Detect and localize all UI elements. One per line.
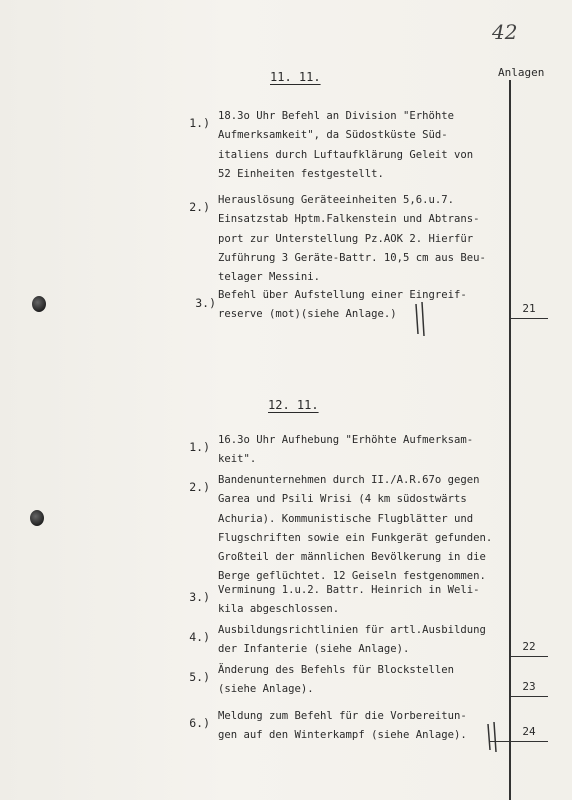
- item-number: 3.): [189, 590, 210, 604]
- pencil-tick-mark: [412, 300, 432, 340]
- anlage-number: 23: [522, 680, 536, 693]
- item-line: Änderung des Befehls für Blockstellen: [218, 664, 454, 676]
- item-line: Flugschriften sowie ein Funkgerät gefunden.: [218, 531, 493, 544]
- item-line: kila abgeschlossen.: [218, 603, 340, 616]
- item-line: Achuria). Kommunistische Flugblätter und: [218, 512, 474, 525]
- item-line: Berge geflüchtet. 12 Geiseln festgenommen.: [218, 570, 486, 583]
- item-number: 4.): [189, 630, 210, 644]
- item-line: 18.3o Uhr Befehl an Division "Erhöhte: [218, 110, 454, 122]
- item-line: Einsatzstab Hptm.Falkenstein und Abtrans-: [218, 213, 480, 226]
- item-line: Befehl über Aufstellung einer Eingreif-: [218, 289, 467, 301]
- page-number: 42: [492, 20, 518, 44]
- item-text: [218, 707, 467, 746]
- anlage-rule: [510, 656, 548, 657]
- section-date: 12. 11.: [268, 398, 319, 412]
- item-line: italiens durch Luftaufklärung Geleit von: [218, 148, 474, 161]
- item-line: 52 Einheiten festgestellt.: [218, 167, 384, 180]
- item-text: [218, 661, 454, 700]
- anlage-rule: [490, 741, 548, 742]
- item-text: [218, 107, 473, 184]
- item-line: Zuführung 3 Geräte-Battr. 10,5 cm aus Beu-: [218, 251, 486, 264]
- item-number: 2.): [189, 200, 210, 214]
- item-line: Aufmerksamkeit", da Südostküste Süd-: [218, 129, 448, 142]
- item-text: [218, 581, 480, 620]
- item-number: 6.): [189, 716, 210, 730]
- anlage-number: 22: [522, 640, 536, 653]
- anlage-rule: [510, 318, 548, 319]
- item-number: 5.): [189, 670, 210, 684]
- item-line: Meldung zum Befehl für die Vorbereitun-: [218, 710, 467, 722]
- item-number: 1.): [189, 116, 210, 130]
- item-line: Bandenunternehmen durch II./A.R.67o gegen: [218, 474, 480, 486]
- item-line: der Infanterie (siehe Anlage).: [218, 643, 410, 656]
- item-line: port zur Unterstellung Pz.AOK 2. Hierfür: [218, 232, 474, 245]
- punch-hole-bottom: [30, 510, 44, 526]
- anlagen-header: Anlagen: [498, 66, 545, 79]
- item-number: 1.): [189, 440, 210, 454]
- item-text: [218, 431, 473, 470]
- pencil-tick-mark: [484, 720, 504, 756]
- item-line: Herauslösung Geräteeinheiten 5,6.u.7.: [218, 194, 454, 206]
- item-line: reserve (mot)(siehe Anlage.): [218, 308, 397, 321]
- punch-hole-top: [32, 296, 46, 312]
- anlage-number: 21: [522, 302, 536, 315]
- section-date: 11. 11.: [270, 70, 321, 84]
- item-number: 3.): [195, 296, 216, 310]
- item-line: Ausbildungsrichtlinien für artl.Ausbildung: [218, 624, 486, 636]
- item-line: keit".: [218, 453, 257, 466]
- item-number: 2.): [189, 480, 210, 494]
- anlage-number: 24: [522, 725, 536, 738]
- item-line: (siehe Anlage).: [218, 683, 314, 696]
- item-line: telager Messini.: [218, 271, 321, 284]
- item-line: Großteil der männlichen Bevölkerung in die: [218, 551, 486, 564]
- anlage-rule: [510, 696, 548, 697]
- item-line: 16.3o Uhr Aufhebung "Erhöhte Aufmerksam-: [218, 434, 474, 446]
- item-text: [218, 191, 486, 287]
- item-line: Garea und Psili Wrisi (4 km südostwärts: [218, 493, 467, 506]
- item-line: Verminung 1.u.2. Battr. Heinrich in Weli-: [218, 584, 480, 596]
- item-text: [218, 621, 486, 660]
- anlagen-column-rule: [509, 80, 511, 800]
- item-text: [218, 471, 492, 587]
- item-line: gen auf den Winterkampf (siehe Anlage).: [218, 729, 467, 742]
